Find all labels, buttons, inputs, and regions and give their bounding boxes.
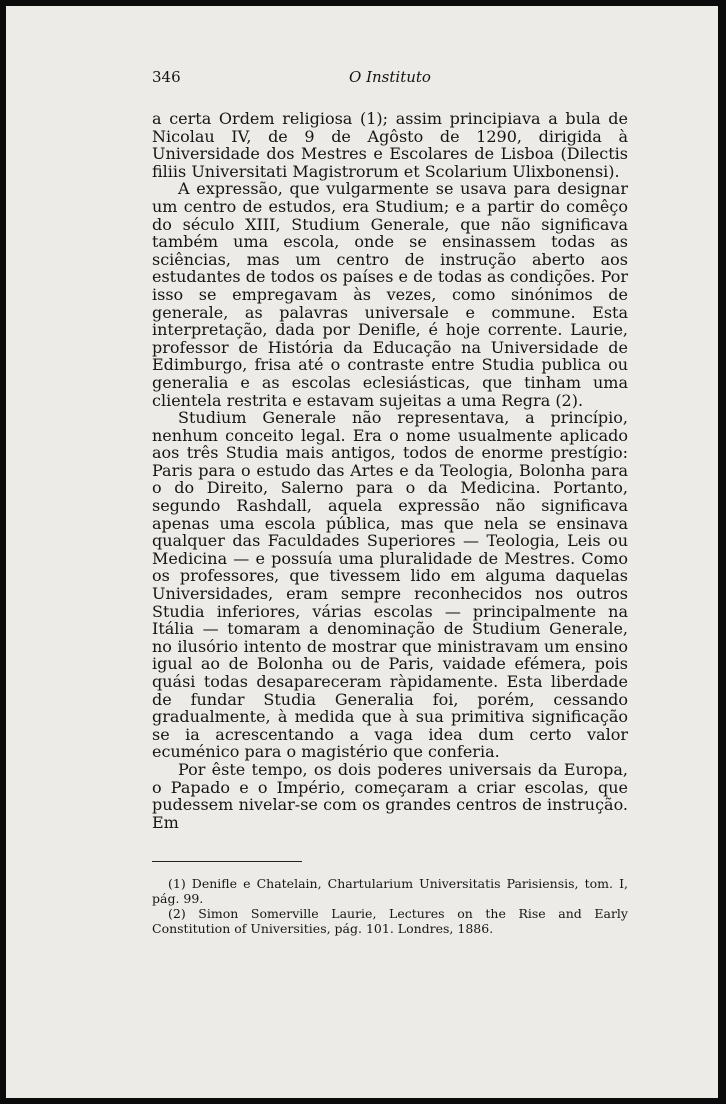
footnote-divider: [152, 861, 302, 862]
paragraph: A expressão, que vulgarmente se usava para designar um centro de estudos, era Studium; e a partir do comêço do século XIII, Studium Generale, que não significava também uma escola, onde se ensinassem todas as sciências, mas um centro de instrução aberto aos estudantes de todos os países e de todas as condições. Por isso se empregavam às vezes, como sinónimos de generale, as palavras universale e commune. Esta interpretação, dada por Denifle, é hoje corrente. Laurie, professor de História da Educação na Universidade de Edimburgo, frisa até o contraste entre Studia publica ou generalia e as escolas eclesiásticas, que tinham uma clientela restrita e estavam sujeitas a uma Regra (2).: [152, 179, 628, 410]
scanned-page: [6, 6, 718, 1098]
footnotes: [152, 876, 628, 936]
page-number: 346: [152, 68, 181, 86]
paragraph: a certa Ordem religiosa (1); assim principiava a bula de Nicolau IV, de 9 de Agôsto de 1290, dirigida à Universidade dos Mestres e Escolares de Lisboa (Dilectis filiis Universitati Magistrorum et Scolarium Ulixbonensi).: [152, 109, 628, 181]
running-title: O Instituto: [349, 68, 431, 86]
body-text: [152, 110, 628, 831]
paragraph: Por êste tempo, os dois poderes universais da Europa, o Papado e o Império, começaram a criar escolas, que pudessem nivelar-se com os grandes centros de instrução. Em: [152, 759, 628, 832]
page-content: [152, 68, 628, 936]
footnote: (1) Denifle e Chatelain, Chartularium Universitatis Parisiensis, tom. I, pág. 99.: [152, 876, 628, 907]
footnote: (2) Simon Somerville Laurie, Lectures on the Rise and Early Constitution of Universities, pág. 101. Londres, 1886.: [152, 906, 628, 937]
paragraph: Studium Generale não representava, a princípio, nenhum conceito legal. Era o nome usualmente aplicado aos três Studia mais antigos, todos de enorme prestígio: Paris para o estudo das Artes e da Teologia, Bolonha para o do Direito, Salerno para o da Medicina. Portanto, segundo Rashdall, aquela expressão não significava apenas uma escola pública, mas que nela se ensinava qualquer das Faculdades Superiores — Teologia, Leis ou Medicina — e possuía uma pluralidade de Mestres. Como os professores, que tivessem lido em alguma daquelas Universidades, eram sempre reconhecidos nos outros Studia inferiores, várias escolas — principalmente na Itália — tomaram a denominação de Studium Generale, no ilusório intento de mostrar que ministravam um ensino igual ao de Bolonha ou de Paris, vaidade efémera, pois quási todas desapareceram ràpidamente. Esta liberdade de fundar Studia Generalia foi, porém, cessando gradualmente, à medida que à sua primitiva significação se ia acrescentando a vaga idea dum certo valor ecuménico para o magistério que conferia.: [152, 408, 628, 762]
running-head: [152, 68, 628, 94]
